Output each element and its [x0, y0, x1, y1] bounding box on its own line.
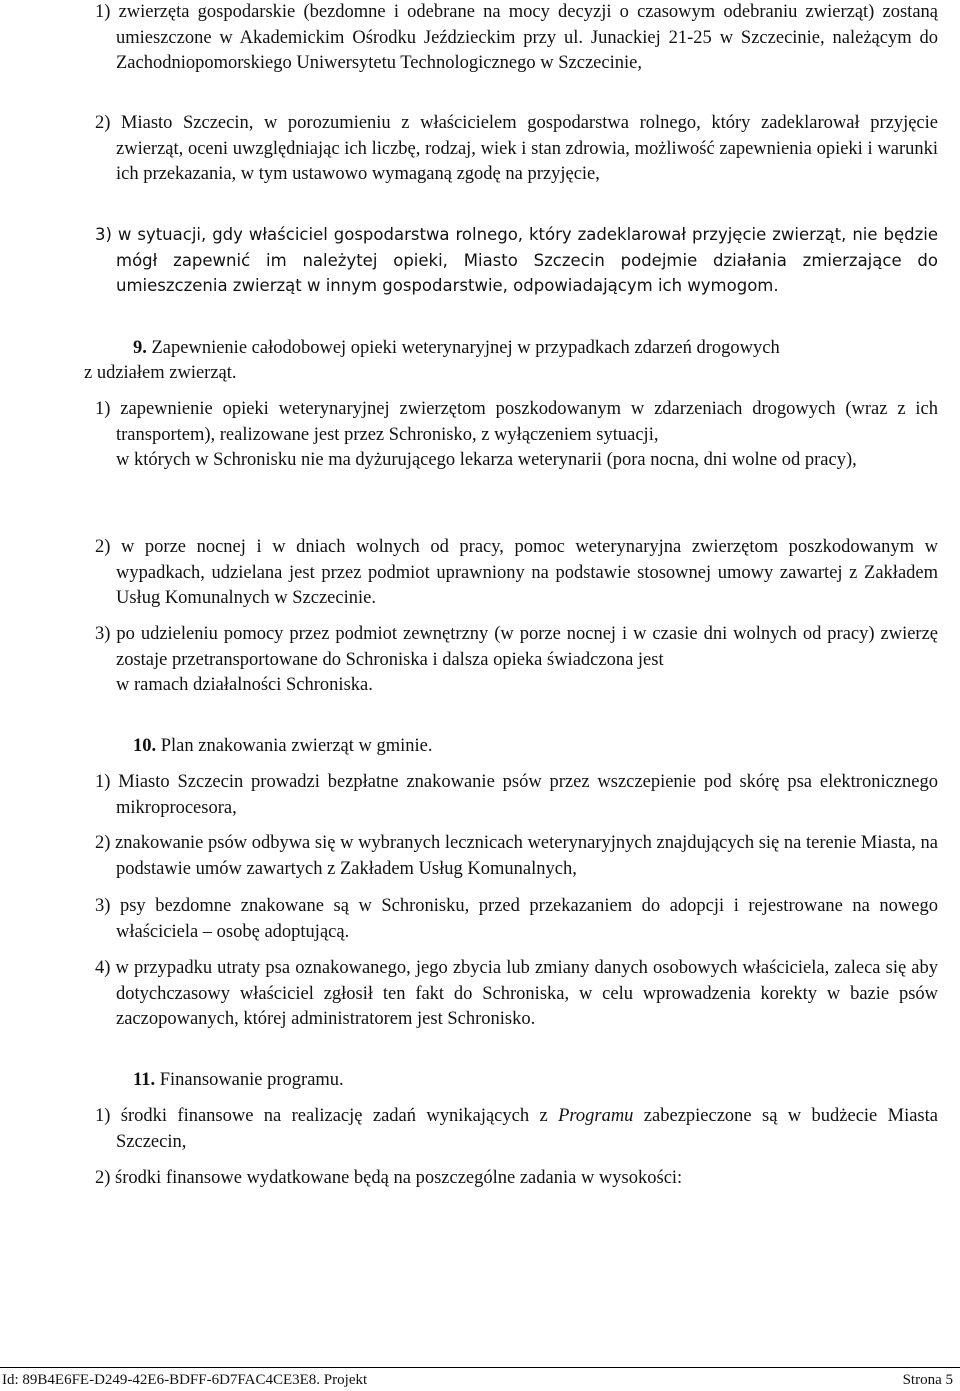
list-item-text: 1) środki finansowe na realizację zadań wynikających z	[95, 1106, 559, 1126]
list-item: 2) środki finansowe wydatkowane będą na poszczególne zadania w wysokości:	[95, 1168, 683, 1188]
list-item: 2) Miasto Szczecin, w porozumieniu z właścicielem gospodarstwa rolnego, który zadeklarował przyjęcie zwierząt, oceni uwzględniając ich liczbę, rodzaj, wiek i stan zdrowia, możliwość zapewnienia opieki i warunki ich przekazania, w tym ustawowo wymaganą zgodę na przyjęcie,	[95, 113, 938, 184]
section-title: Plan znakowania zwierząt w gminie.	[156, 736, 433, 756]
footer-page-number: Strona 5	[902, 1372, 953, 1388]
section-heading-9	[133, 336, 780, 362]
section-number: 11.	[133, 1070, 156, 1090]
list-item: 3) po udzieleniu pomocy przez podmiot zewnętrzny (w porze nocnej i w czasie dni wolnych od pracy) zwierzę zostaje przetransportowane do Schroniska i dalsza opieka świadczona jest w ramach działalności Schroniska.	[95, 624, 938, 695]
list-item: 3) w sytuacji, gdy właściciel gospodarstwa rolnego, który zadeklarował przyjęcie zwierząt, nie będzie mógł zapewnić im należytej opieki, Miasto Szczecin podejmie działania zmierzające do umieszczenia zwierząt w innym gospodarstwie, odpowiadającym ich wymogom.	[95, 225, 938, 295]
section-number: 10.	[133, 736, 157, 756]
list-item	[95, 1104, 938, 1155]
section-number: 9.	[133, 338, 147, 358]
list-item: 1) zapewnienie opieki weterynaryjnej zwierzętom poszkodowanym w zdarzeniach drogowych (wraz z ich transportem), realizowane jest przez Schronisko, z wyłączeniem sytuacji, w których w Schronisku nie ma dyżurującego lekarza weterynarii (pora nocna, dni wolne od pracy),	[95, 399, 938, 470]
list-item: 1) Miasto Szczecin prowadzi bezpłatne znakowanie psów przez wszczepienie pod skórę psa elektronicznego mikroprocesora,	[95, 772, 938, 818]
footer-divider	[0, 1367, 960, 1368]
section-title: Finansowanie programu.	[155, 1070, 344, 1090]
section-title: Zapewnienie całodobowej opieki weterynaryjnej w przypadkach zdarzeń drogowych	[146, 338, 780, 358]
list-item: 3) psy bezdomne znakowane są w Schronisku, przed przekazaniem do adopcji i rejestrowane na nowego właściciela – osobę adoptującą.	[95, 896, 938, 942]
list-item: 2) w porze nocnej i w dniach wolnych od pracy, pomoc weterynaryjna zwierzętom poszkodowanym w wypadkach, udzielana jest przez podmiot uprawniony na podstawie stosownej umowy zawartej z Zakładem Usług Komunalnych w Szczecinie.	[95, 537, 938, 608]
program-emphasis: Programu	[558, 1106, 634, 1126]
list-item: 1) zwierzęta gospodarskie (bezdomne i odebrane na mocy decyzji o czasowym odebraniu zwierząt) zostaną umieszczone w Akademickim Ośrodku Jeździeckim przy ul. Junackiej 21-25 w Szczecinie, należącym do Zachodniopomorskiego Uniwersytetu Technologicznego w Szczecinie,	[95, 2, 938, 73]
footer-document-id: Id: 89B4E6FE-D249-42E6-BDFF-6D7FAC4CE3E8. Projekt	[2, 1372, 368, 1388]
section-heading-11	[133, 1068, 344, 1094]
list-item-text-tail: zabezpieczone są w budżecie Miasta Szczecin,	[116, 1106, 938, 1152]
list-item: 2) znakowanie psów odbywa się w wybranych lecznicach weterynaryjnych znajdujących się na terenie Miasta, na podstawie umów zawartych z Zakładem Usług Komunalnych,	[95, 833, 938, 879]
list-item: 4) w przypadku utraty psa oznakowanego, jego zbycia lub zmiany danych osobowych właściciela, zaleca się aby dotychczasowy właściciel zgłosił ten fakt do Schroniska, w celu wprowadzenia korekty w bazie psów zaczopowanych, której administratorem jest Schronisko.	[95, 958, 938, 1029]
section-heading-10	[133, 734, 433, 760]
section-heading-9-cont: z udziałem zwierząt.	[84, 363, 237, 383]
